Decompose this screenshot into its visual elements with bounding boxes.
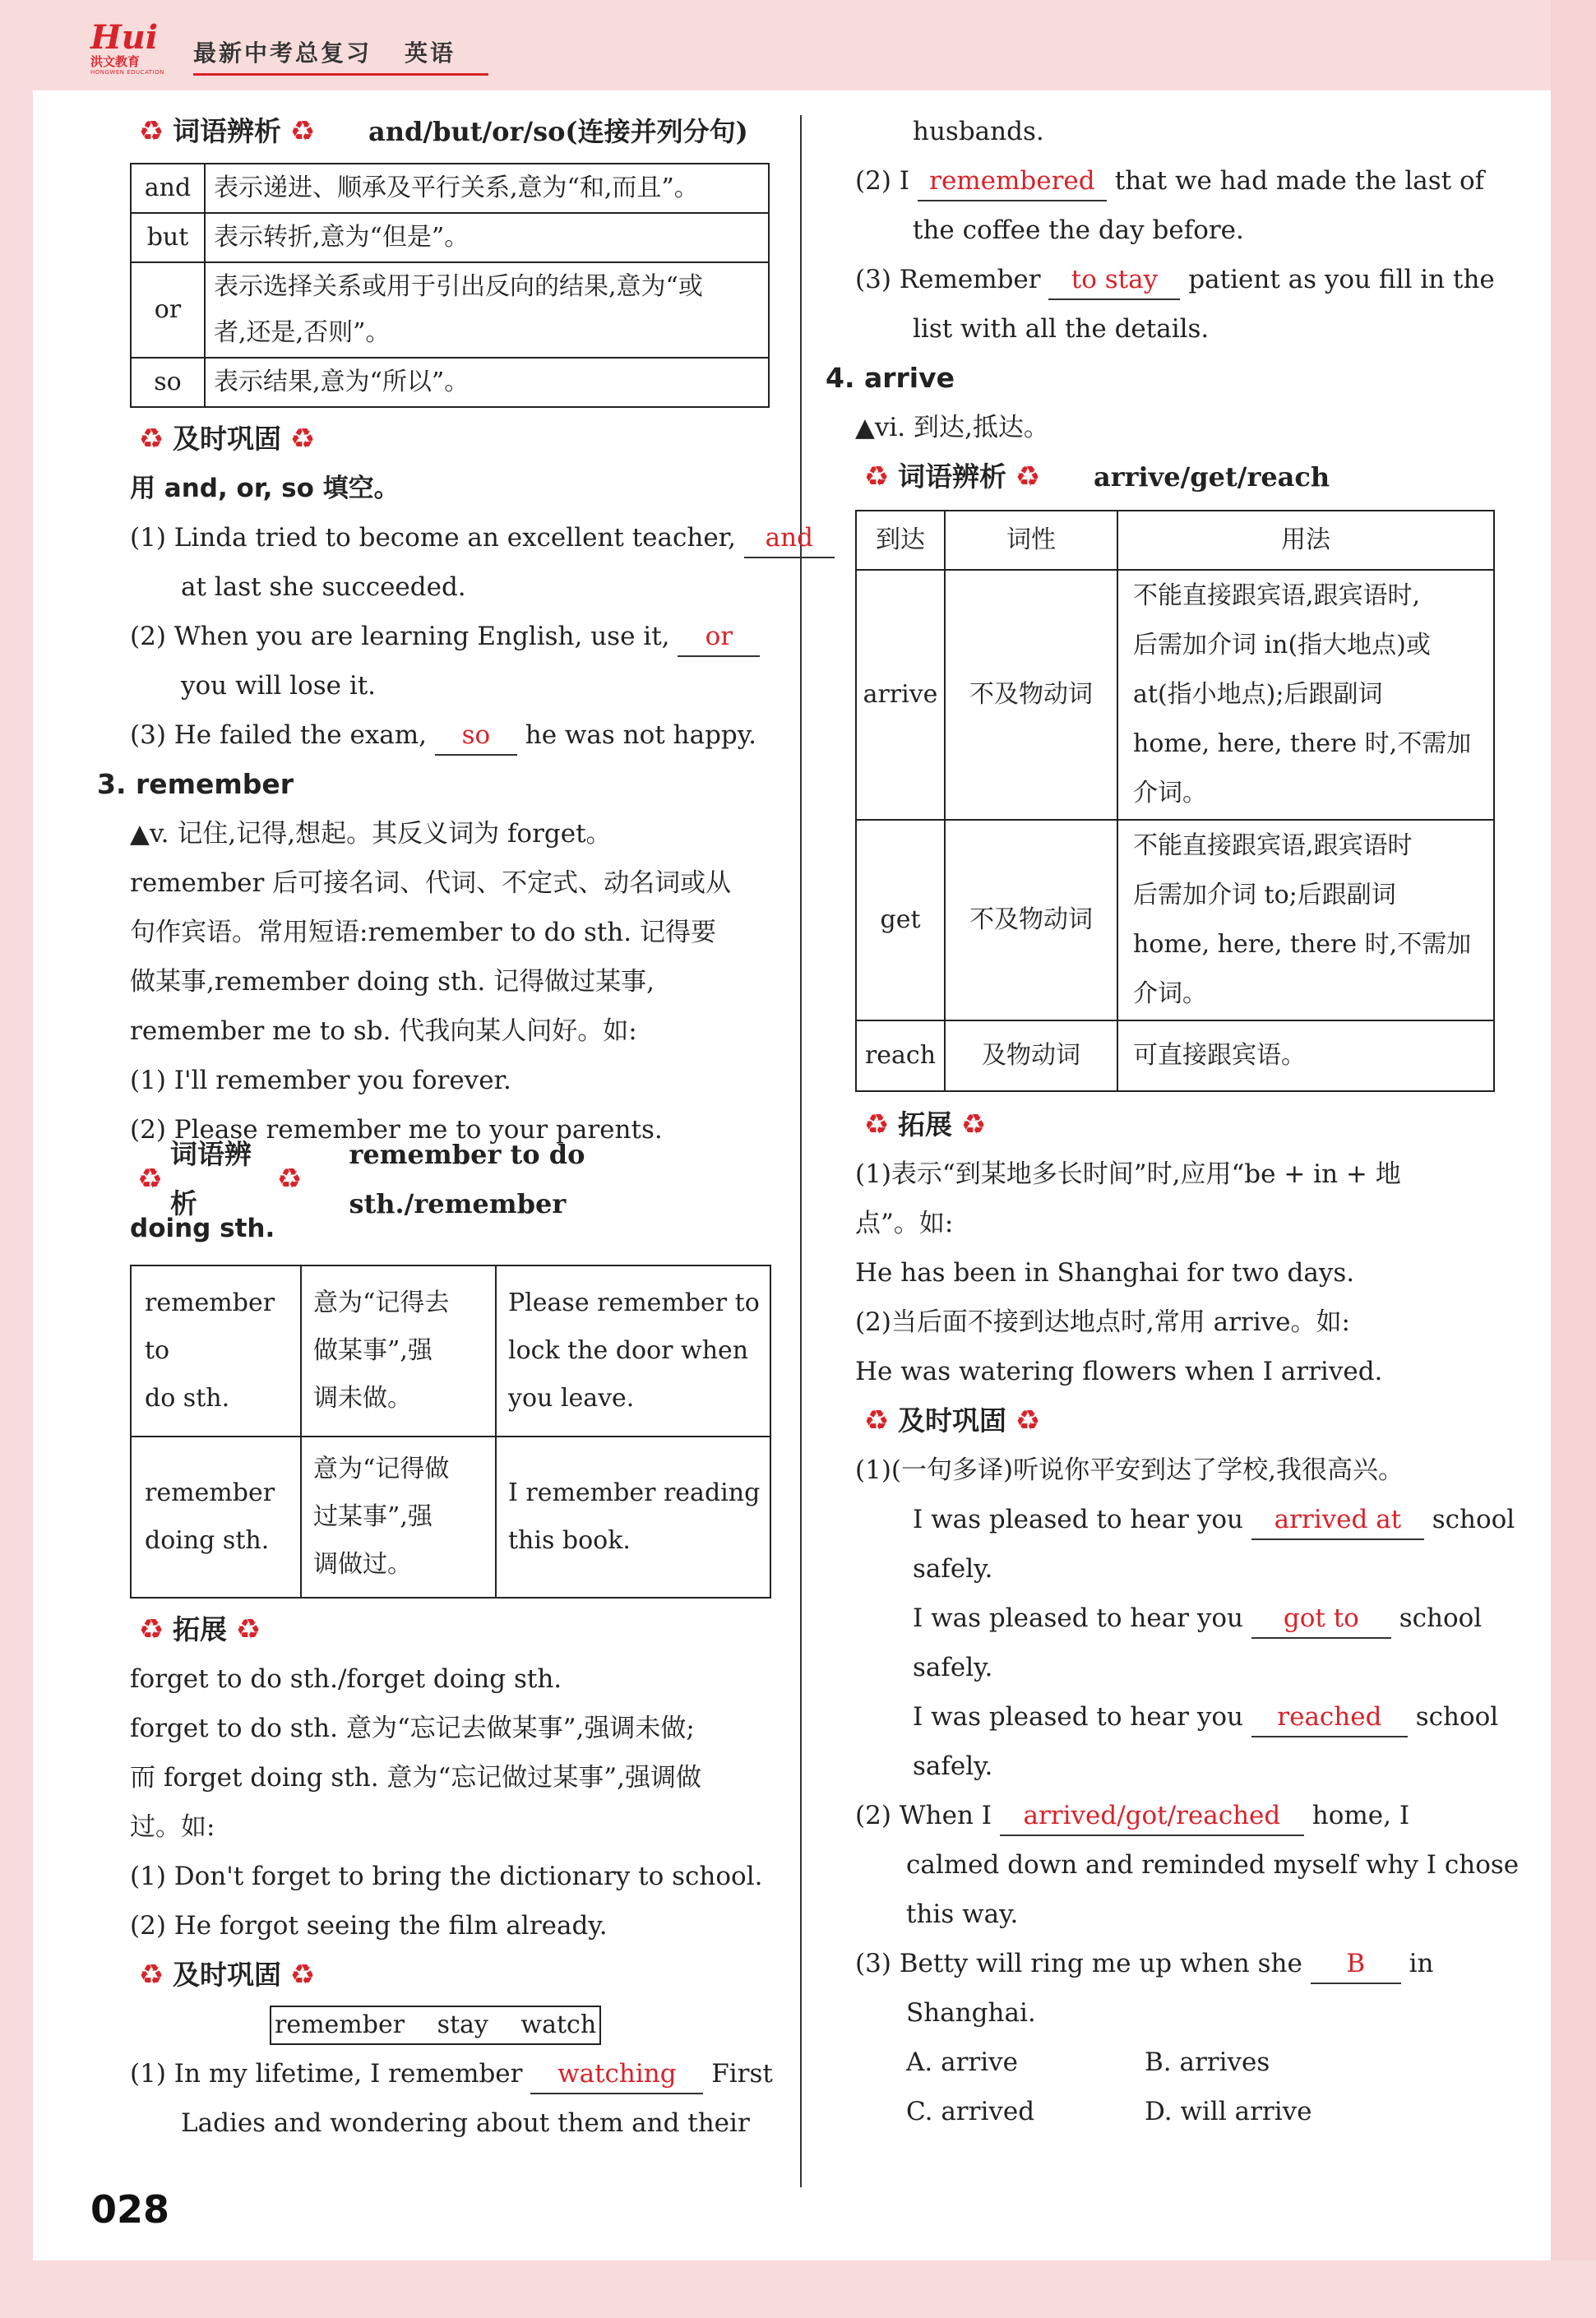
question-text: the coffee the day before.	[913, 215, 1244, 245]
question-text: (2) I	[855, 166, 910, 196]
word-bank	[130, 2000, 771, 2049]
question-text: patient as you fill in the	[1188, 265, 1495, 294]
table-cell	[496, 1265, 770, 1437]
table-header-cell: 词性	[945, 511, 1117, 570]
options-row	[855, 2038, 1501, 2087]
options-row	[855, 2087, 1501, 2136]
section-subject: and/but/or/so(连接并列分句)	[368, 116, 748, 147]
section-title	[855, 1396, 1501, 1446]
question	[855, 156, 1501, 206]
section-title-text: 及时巩固	[898, 1404, 1006, 1437]
question-text: in	[1409, 1949, 1434, 1978]
paragraph-line: 做某事,remember doing sth. 记得做过某事,	[130, 967, 655, 997]
question-text: safely.	[913, 1751, 993, 1781]
section-title	[130, 414, 771, 464]
table-cell	[131, 1437, 301, 1598]
table-cell: 及物动词	[945, 1020, 1117, 1091]
answer-blank: or	[678, 618, 760, 657]
answer-blank: B	[1311, 1945, 1401, 1984]
question-text: calmed down and reminded myself why I chose	[906, 1850, 1520, 1880]
question-text: (3) He failed the exam,	[130, 720, 428, 750]
paragraph-line: 过。如:	[130, 1812, 215, 1842]
answer-blank: remembered	[918, 162, 1107, 201]
cell-line: 做某事”,强	[313, 1336, 433, 1365]
question-text: list with all the details.	[913, 314, 1210, 344]
paragraph-line: He has been in Shanghai for two days.	[855, 1258, 1355, 1288]
entry-heading: 4. arrive	[826, 362, 955, 394]
question	[855, 1939, 1501, 1988]
cell-line: 者,还是,否则”。	[214, 318, 391, 347]
cell-line: remember	[145, 1478, 275, 1507]
section-title-text: 及时巩固	[173, 1959, 281, 1991]
paragraph-line: 句作宾语。常用短语:remember to do sth. 记得要	[130, 918, 716, 947]
table-row	[131, 164, 769, 213]
cell-line: 介词。	[1133, 979, 1207, 1008]
option-a: A. arrive	[906, 2047, 1018, 2077]
cell-line: 后需加介词 to;后跟副词	[1133, 881, 1396, 909]
example-line: (1) I'll remember you forever.	[130, 1066, 511, 1095]
section-title	[130, 1605, 771, 1654]
question-text: school	[1415, 1702, 1499, 1732]
section-title-text: 词语辨析	[898, 460, 1006, 493]
recycle-icon: ♻	[138, 1959, 164, 1992]
recycle-icon: ♻	[289, 1959, 316, 1992]
book-title	[193, 35, 488, 76]
table-cell: so	[131, 358, 205, 407]
question-text: I was pleased to hear you	[913, 1603, 1244, 1633]
logo-cn: 洪文教育	[90, 54, 141, 69]
cell-line: you leave.	[508, 1384, 635, 1413]
table-cell: get	[856, 820, 945, 1020]
right-column	[826, 107, 1520, 2136]
section-title	[130, 1138, 771, 1219]
table-row	[856, 570, 1494, 820]
question-text: school	[1399, 1603, 1483, 1633]
question-text: this way.	[906, 1899, 1019, 1929]
answer-blank: reached	[1251, 1698, 1408, 1737]
table-cell	[496, 1437, 770, 1598]
section-title-text: 拓展	[898, 1108, 952, 1140]
section-title	[855, 1100, 1501, 1150]
cell-line: home, here, there 时,不需加	[1133, 930, 1472, 959]
question	[855, 1692, 1501, 1742]
question-text: (3) Betty will ring me up when she	[855, 1949, 1302, 1978]
question	[855, 1495, 1515, 1544]
section-subject: arrive/get/reach	[1094, 461, 1330, 493]
logo-text: Hui	[90, 18, 159, 57]
table-cell	[301, 1437, 496, 1598]
question-text: (2) When I	[855, 1801, 992, 1830]
question-text: safely.	[913, 1554, 993, 1584]
question-text: safely.	[913, 1653, 993, 1682]
table-cell	[205, 262, 769, 358]
option-c: C. arrived	[906, 2097, 1035, 2126]
recycle-icon: ♻	[138, 115, 164, 148]
cell-line: 意为“记得做	[313, 1455, 450, 1483]
cell-line: lock the door when	[508, 1336, 749, 1365]
question	[855, 1791, 1501, 1840]
question-text: school	[1432, 1505, 1515, 1534]
question	[130, 612, 771, 661]
section-title	[130, 107, 771, 156]
recycle-icon: ♻	[138, 1613, 164, 1646]
cell-line: 介词。	[1133, 779, 1207, 807]
question-text: (1) Linda tried to become an excellent teacher,	[130, 523, 736, 553]
subject-text: 英语	[405, 39, 456, 67]
answer-blank: to stay	[1048, 261, 1180, 300]
brand-logo	[90, 18, 177, 76]
question-text: you will lose it.	[181, 671, 377, 701]
table-row	[131, 213, 769, 262]
paragraph-line: remember me to sb. 代我向某人问好。如:	[130, 1016, 637, 1046]
option-d: D. will arrive	[1145, 2097, 1312, 2126]
table-row	[856, 1020, 1494, 1091]
table-row	[856, 511, 1494, 570]
recycle-icon: ♻	[289, 423, 316, 456]
paragraph-line: ▲v. 记住,记得,想起。其反义词为 forget。	[130, 819, 612, 849]
cell-line: home, here, there 时,不需加	[1133, 729, 1472, 758]
table-cell	[1117, 820, 1494, 1020]
table-cell	[1117, 1020, 1494, 1091]
table-cell: and	[131, 164, 205, 213]
section-title-text: 拓展	[173, 1613, 227, 1645]
cell-line: doing sth.	[145, 1526, 270, 1555]
page-border-right	[1551, 0, 1596, 2318]
section-title	[130, 1950, 771, 2000]
table-cell: 不及物动词	[945, 820, 1117, 1020]
question-text: I was pleased to hear you	[913, 1505, 1244, 1534]
paragraph-line: 而 forget doing sth. 意为“忘记做过某事”,强调做	[130, 1763, 701, 1793]
question-text: he was not happy.	[525, 720, 757, 750]
arrive-get-reach-table	[855, 510, 1495, 1092]
recycle-icon: ♻	[289, 115, 316, 148]
recycle-icon: ♻	[960, 1108, 987, 1141]
paragraph-line: forget to do sth. 意为“忘记去做某事”,强调未做;	[130, 1714, 695, 1743]
table-cell: 表示转折,意为“但是”。	[205, 213, 769, 262]
section-title-text: 词语辨析	[169, 1138, 252, 1219]
question-text: First	[711, 2059, 773, 2089]
cell-line: do sth.	[145, 1384, 230, 1413]
paragraph-line: (2)当后面不接到达地点时,常用 arrive。如:	[855, 1307, 1350, 1337]
paragraph-line: forget to do sth./forget doing sth.	[130, 1664, 562, 1694]
table-cell	[131, 1265, 301, 1437]
table-header-cell: 到达	[856, 511, 945, 570]
cell-line: 过某事”,强	[313, 1502, 433, 1531]
recycle-icon: ♻	[235, 1613, 261, 1646]
section-subject: remember to do sth./remember	[349, 1139, 585, 1219]
cell-line: 不能直接跟宾语,跟宾语时	[1133, 831, 1413, 860]
question-text: (2) When you are learning English, use it,	[130, 622, 670, 651]
page-number: 028	[90, 2187, 170, 2232]
section-title-text: 及时巩固	[173, 423, 281, 455]
example-line: (2) He forgot seeing the film already.	[130, 1911, 608, 1941]
remember-table	[130, 1265, 771, 1599]
page-border-left	[0, 0, 33, 2318]
cell-line: 可直接跟宾语。	[1133, 1041, 1306, 1070]
table-row	[131, 358, 769, 407]
example-line: (2) Please remember me to your parents.	[130, 1115, 663, 1145]
question-text: (1) In my lifetime, I remember	[130, 2059, 523, 2089]
table-cell: arrive	[856, 570, 945, 820]
cell-line: 不能直接跟宾语,跟宾语时,	[1133, 581, 1421, 610]
recycle-icon: ♻	[863, 460, 890, 493]
table-cell: 表示递进、顺承及平行关系,意为“和,而且”。	[205, 164, 769, 213]
book-title-text: 最新中考总复习	[193, 39, 372, 67]
recycle-icon: ♻	[863, 1108, 890, 1141]
page-header	[90, 18, 488, 76]
and-but-or-so-table	[130, 163, 770, 408]
table-cell: or	[131, 262, 205, 358]
cell-line: I remember reading	[508, 1478, 761, 1507]
answer-blank: arrived/got/reached	[1000, 1797, 1304, 1836]
paragraph-line: ▲vi. 到达,抵达。	[855, 413, 1049, 442]
paragraph-line: remember 后可接名词、代词、不定式、动名词或从	[130, 868, 732, 898]
answer-blank: and	[744, 519, 835, 558]
cell-line: 表示选择关系或用于引出反向的结果,意为“或	[214, 272, 703, 301]
paragraph-line: He was watering flowers when I arrived.	[855, 1357, 1383, 1386]
cell-line: 意为“记得去	[313, 1289, 450, 1317]
section-title-text: 词语辨析	[173, 115, 281, 147]
question-text: that we had made the last of	[1114, 166, 1485, 196]
example-line: (1) Don't forget to bring the dictionary to school.	[130, 1862, 763, 1891]
option-b: B. arrives	[1145, 2047, 1270, 2077]
table-cell: reach	[856, 1020, 945, 1091]
recycle-icon: ♻	[1015, 460, 1041, 493]
table-cell: but	[131, 213, 205, 262]
question	[130, 710, 771, 760]
table-row	[131, 1437, 770, 1598]
question	[855, 255, 1501, 304]
cell-line: remember to	[145, 1289, 275, 1365]
recycle-icon: ♻	[1015, 1404, 1041, 1437]
answer-blank: so	[435, 716, 517, 756]
question-text: Ladies and wondering about them and their	[181, 2108, 750, 2138]
recycle-icon: ♻	[863, 1404, 890, 1437]
cell-line: 后需加介词 in(指大地点)或	[1133, 631, 1431, 659]
paragraph-line: 点”。如:	[855, 1209, 954, 1238]
question-text: (3) Remember	[855, 265, 1041, 294]
logo-en: HONGWEN EDUCATION	[90, 69, 164, 76]
recycle-icon: ♻	[137, 1163, 163, 1196]
table-cell	[1117, 570, 1494, 820]
cell-line: at(指小地点);后跟副词	[1133, 680, 1383, 709]
page-border-bottom	[0, 2260, 1596, 2318]
column-divider	[800, 115, 802, 2187]
answer-blank: watching	[530, 2055, 703, 2094]
question-text: Shanghai.	[906, 1998, 1036, 2028]
section-subject-cont: doing sth.	[130, 1214, 275, 1243]
question-text: at last she succeeded.	[181, 572, 466, 602]
recycle-icon: ♻	[276, 1163, 303, 1196]
cell-line: 调做过。	[313, 1550, 412, 1579]
entry-heading: 3. remember	[97, 768, 294, 800]
left-column	[97, 107, 813, 2148]
cell-line: 调未做。	[313, 1384, 412, 1413]
question-text: (1)(一句多译)听说你平安到达了学校,我很高兴。	[855, 1455, 1404, 1485]
table-row	[131, 262, 769, 358]
word-box: remember stay watch	[270, 2006, 601, 2045]
answer-blank: got to	[1251, 1599, 1391, 1639]
cell-line: Please remember to	[508, 1289, 760, 1317]
table-row	[856, 820, 1494, 1020]
section-title	[855, 452, 1501, 502]
table-cell: 表示结果,意为“所以”。	[205, 358, 769, 407]
question	[855, 1594, 1501, 1643]
question-text: I was pleased to hear you	[913, 1702, 1244, 1732]
answer-blank: arrived at	[1251, 1501, 1424, 1540]
question	[130, 513, 813, 562]
table-cell	[301, 1265, 496, 1437]
instruction: 用 and, or, so 填空。	[130, 474, 400, 503]
cell-line: this book.	[508, 1526, 631, 1555]
table-cell: 不及物动词	[945, 570, 1117, 820]
question-text: husbands.	[913, 117, 1044, 146]
question-text: home, I	[1311, 1801, 1410, 1830]
table-row	[131, 1265, 770, 1437]
recycle-icon: ♻	[138, 423, 164, 456]
paragraph-line: (1)表示“到某地多长时间”时,应用“be + in + 地	[855, 1159, 1401, 1189]
table-header-cell: 用法	[1117, 511, 1494, 570]
question	[130, 2049, 771, 2098]
